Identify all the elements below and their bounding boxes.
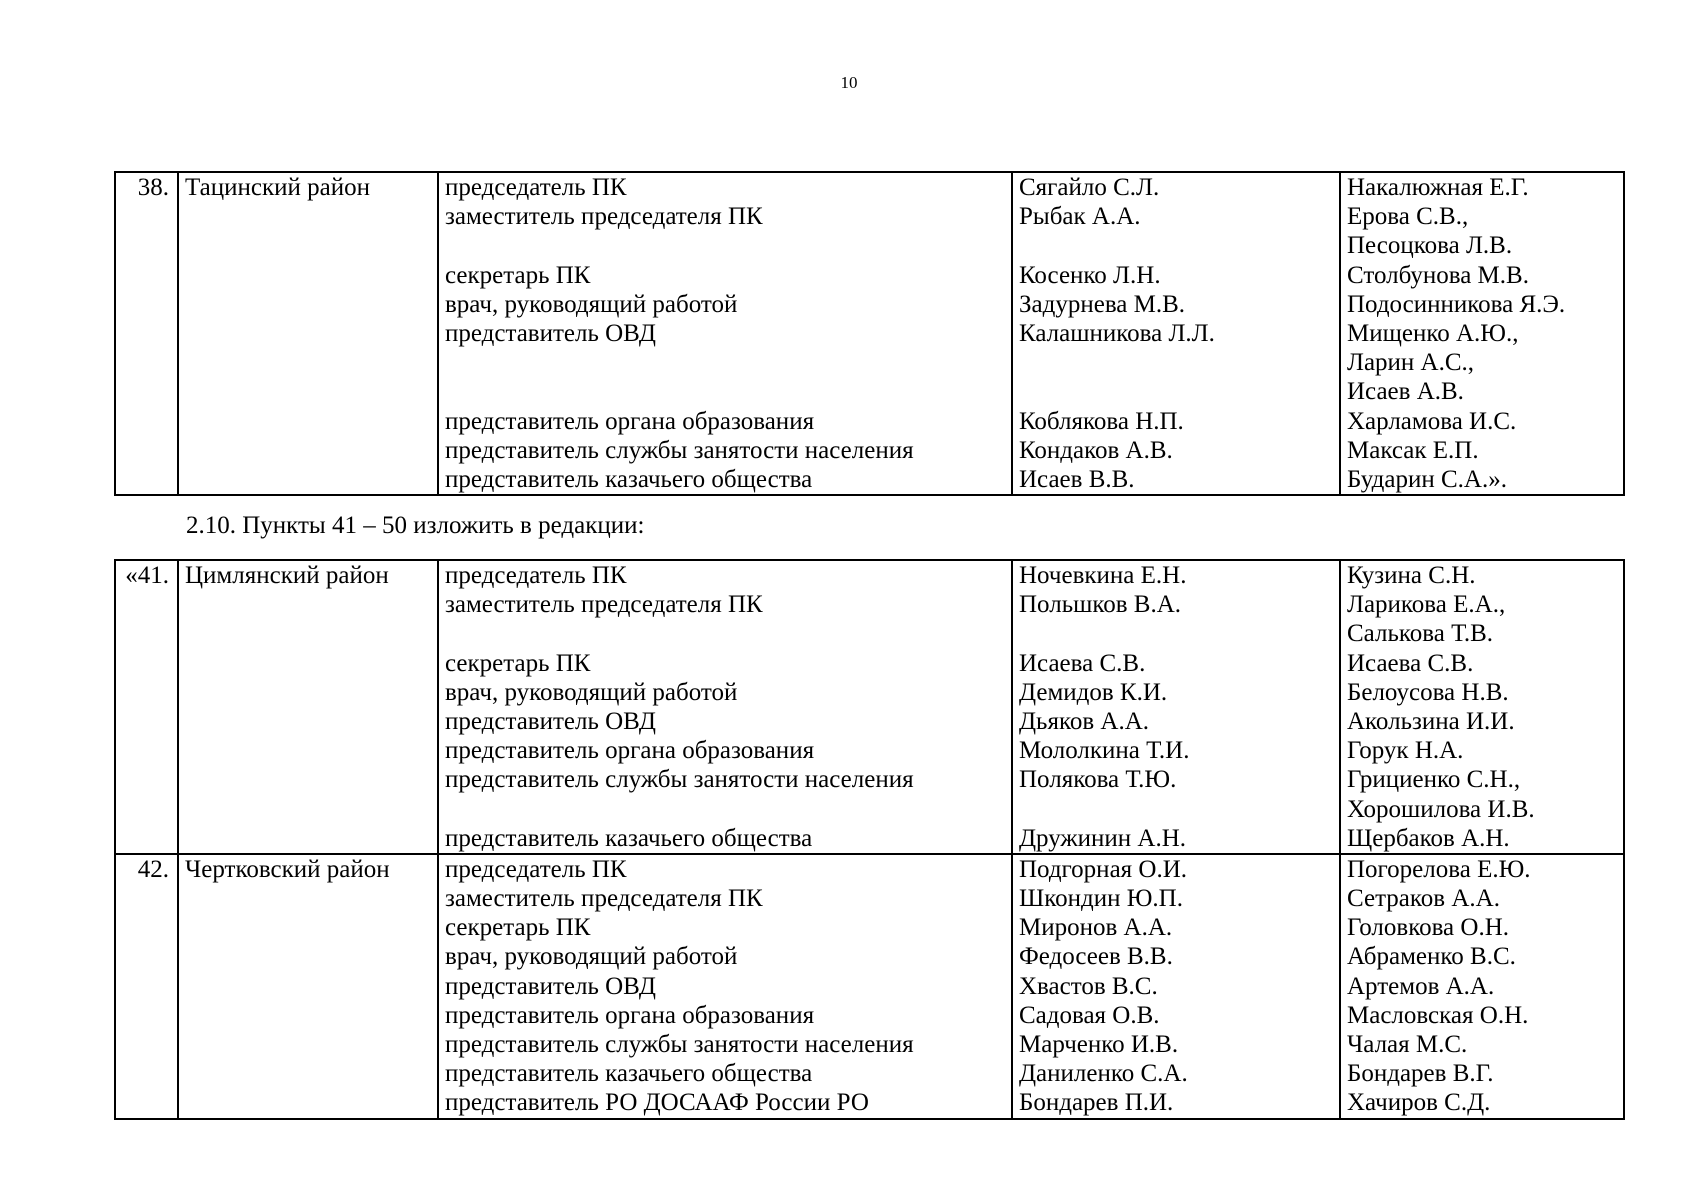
- position-line: заместитель председателя ПК: [445, 591, 763, 619]
- substitute-name: Масловская О.Н.: [1347, 1001, 1529, 1029]
- position-line: представитель органа образования: [445, 407, 815, 435]
- member-name: Косенко Л.Н.: [1019, 261, 1161, 289]
- substitutes-cell: [1340, 560, 1624, 854]
- substitute-name: Бондарев В.Г.: [1347, 1060, 1494, 1088]
- substitute-name: Ерова С.В.,: [1347, 203, 1469, 231]
- position-line: врач, руководящий работой: [445, 678, 738, 706]
- member-name: Даниленко С.А.: [1019, 1060, 1188, 1088]
- member-name: Миронов А.А.: [1019, 914, 1173, 942]
- substitute-name: Сетраков А.А.: [1347, 885, 1500, 913]
- member-name: [1019, 348, 1339, 377]
- row-number: 42.: [115, 854, 178, 1119]
- substitute-name: Головкова О.Н.: [1347, 914, 1510, 942]
- position-line: представитель службы занятости населения: [445, 436, 914, 464]
- position-line: секретарь ПК: [445, 261, 591, 289]
- substitute-name: Накалюжная Е.Г.: [1347, 174, 1529, 201]
- position-line: представитель казачьего общества: [445, 824, 813, 852]
- position-line: представитель ОВД: [445, 707, 656, 735]
- member-name: Исаева С.В.: [1019, 649, 1146, 677]
- row-number: 38.: [115, 172, 178, 495]
- position-line: председатель ПК: [445, 174, 627, 201]
- substitute-name: Максак Е.П.: [1347, 436, 1479, 464]
- member-name: Калашникова Л.Л.: [1019, 319, 1215, 347]
- member-name: Хвастов В.С.: [1019, 972, 1158, 1000]
- substitute-name: Артемов А.А.: [1347, 972, 1495, 1000]
- member-name: Коблякова Н.П.: [1019, 407, 1184, 435]
- table-row: [115, 854, 1624, 1119]
- positions-cell: [438, 172, 1012, 495]
- members-cell: [1012, 854, 1340, 1119]
- position-line: представитель ОВД: [445, 972, 656, 1000]
- position-line: представитель органа образования: [445, 737, 815, 765]
- substitute-name: Чалая М.С.: [1347, 1031, 1468, 1058]
- position-line: представитель службы занятости населения: [445, 1031, 914, 1058]
- substitute-name: Грициенко С.Н.,: [1347, 766, 1521, 794]
- district-name: Цимлянский район: [178, 560, 438, 854]
- table-row: [115, 172, 1624, 495]
- page-number: 10: [840, 73, 858, 92]
- substitute-name: Мищенко А.Ю.,: [1347, 319, 1519, 347]
- position-line: представитель ОВД: [445, 319, 656, 347]
- members-cell: [1012, 560, 1340, 854]
- member-name: [1019, 377, 1339, 406]
- position-line: [445, 231, 1011, 260]
- member-name: Сягайло С.Л.: [1019, 174, 1160, 201]
- substitute-name: Кузина С.Н.: [1347, 562, 1476, 589]
- positions-cell: [438, 854, 1012, 1119]
- member-name: Подгорная О.И.: [1019, 855, 1188, 883]
- position-line: заместитель председателя ПК: [445, 885, 763, 913]
- member-name: Дьяков А.А.: [1019, 707, 1149, 735]
- position-line: врач, руководящий работой: [445, 943, 738, 971]
- position-line: председатель ПК: [445, 562, 627, 589]
- district-name: Тацинский район: [178, 172, 438, 495]
- members-cell: [1012, 172, 1340, 495]
- member-name: Польшков В.А.: [1019, 591, 1182, 619]
- position-line: представитель органа образования: [445, 1001, 815, 1029]
- substitute-name: Щербаков А.Н.: [1347, 824, 1510, 852]
- member-name: [1019, 795, 1339, 824]
- substitutes-cell: [1340, 172, 1624, 495]
- substitute-name: Хорошилова И.В.: [1347, 795, 1535, 823]
- substitute-name: Салькова Т.В.: [1347, 620, 1494, 648]
- commission-table-2: [114, 559, 1625, 1120]
- substitute-name: Бударин С.А.».: [1347, 465, 1507, 493]
- position-line: [445, 795, 1011, 824]
- member-name: Бондарев П.И.: [1019, 1089, 1174, 1117]
- member-name: Рыбак А.А.: [1019, 203, 1141, 231]
- member-name: [1019, 619, 1339, 648]
- commission-table-1: [114, 171, 1625, 496]
- member-name: Демидов К.И.: [1019, 678, 1168, 706]
- substitute-name: Ларин А.С.,: [1347, 349, 1475, 377]
- position-line: представитель казачьего общества: [445, 1060, 813, 1088]
- position-line: [445, 377, 1011, 406]
- substitute-name: Исаев А.В.: [1347, 378, 1464, 406]
- substitute-name: Исаева С.В.: [1347, 649, 1474, 677]
- member-name: Садовая О.В.: [1019, 1001, 1160, 1029]
- member-name: Федосеев В.В.: [1019, 943, 1173, 971]
- member-name: Полякова Т.Ю.: [1019, 766, 1177, 794]
- member-name: Мололкина Т.И.: [1019, 737, 1190, 765]
- position-line: [445, 348, 1011, 377]
- substitute-name: Горук Н.А.: [1347, 737, 1464, 765]
- substitute-name: Хачиров С.Д.: [1347, 1089, 1491, 1117]
- substitute-name: Погорелова Е.Ю.: [1347, 855, 1531, 883]
- substitute-name: Акользина И.И.: [1347, 707, 1515, 735]
- positions-cell: [438, 560, 1012, 854]
- position-line: врач, руководящий работой: [445, 290, 738, 318]
- district-name: Чертковский район: [178, 854, 438, 1119]
- member-name: Исаев В.В.: [1019, 465, 1135, 493]
- substitute-name: Белоусова Н.В.: [1347, 678, 1509, 706]
- position-line: представитель казачьего общества: [445, 465, 813, 493]
- position-line: председатель ПК: [445, 855, 627, 883]
- member-name: Кондаков А.В.: [1019, 436, 1173, 464]
- substitute-name: Столбунова М.В.: [1347, 261, 1529, 289]
- amendment-instruction: 2.10. Пункты 41 – 50 изложить в редакции:: [186, 512, 645, 539]
- position-line: представитель службы занятости населения: [445, 766, 914, 794]
- position-line: представитель РО ДОСААФ России РО: [445, 1089, 869, 1117]
- position-line: секретарь ПК: [445, 914, 591, 942]
- position-line: [445, 619, 1011, 648]
- substitute-name: Ларикова Е.А.,: [1347, 591, 1506, 619]
- member-name: Дружинин А.Н.: [1019, 824, 1187, 852]
- position-line: секретарь ПК: [445, 649, 591, 677]
- member-name: [1019, 231, 1339, 260]
- substitutes-cell: [1340, 854, 1624, 1119]
- substitute-name: Песоцкова Л.В.: [1347, 232, 1513, 260]
- substitute-name: Подосинникова Я.Э.: [1347, 290, 1566, 318]
- member-name: Шкондин Ю.П.: [1019, 885, 1183, 913]
- position-line: заместитель председателя ПК: [445, 203, 763, 231]
- substitute-name: Харламова И.С.: [1347, 407, 1517, 435]
- member-name: Задурнева М.В.: [1019, 290, 1186, 318]
- member-name: Марченко И.В.: [1019, 1031, 1179, 1058]
- substitute-name: Абраменко В.С.: [1347, 943, 1516, 971]
- member-name: Ночевкина Е.Н.: [1019, 562, 1187, 589]
- table-row: [115, 560, 1624, 854]
- row-number: «41.: [115, 560, 178, 854]
